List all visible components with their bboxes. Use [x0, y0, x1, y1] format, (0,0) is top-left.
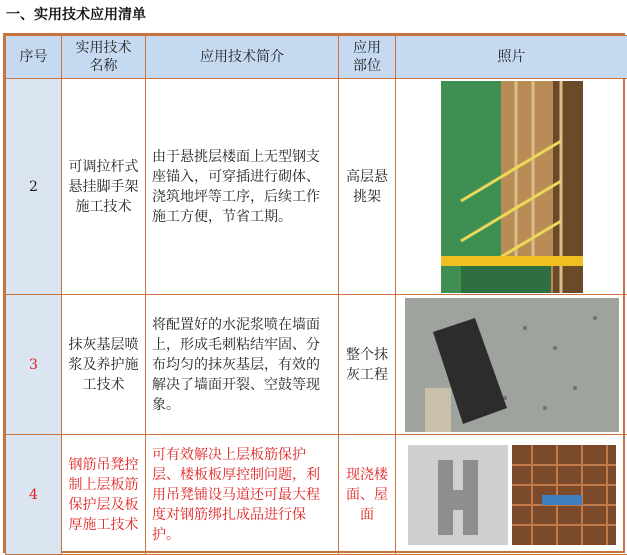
row-photo — [396, 435, 627, 555]
row-desc: 将配置好的水泥浆喷在墙面上，形成毛刺粘结牢固、分布均匀的抹灰基层，有效的解决了墙面开裂、空鼓等现象。 — [146, 295, 339, 435]
rebar-stool-photo — [408, 445, 508, 545]
row-pos: 整个抹灰工程 — [339, 295, 396, 435]
row-name: 钢筋吊凳控制上层板筋保护层及板厚施工技术 — [62, 435, 146, 555]
col-header-name: 实用技术名称 — [62, 36, 146, 79]
row-seq: 2 — [6, 79, 62, 295]
row-photo — [396, 295, 627, 435]
table-row — [6, 79, 627, 295]
col-header-photo: 照片 — [396, 36, 627, 79]
rebar-photos — [396, 445, 627, 545]
row-seq: 4 — [6, 435, 62, 555]
row-name: 抹灰基层喷浆及养护施工技术 — [62, 295, 146, 435]
row-pos: 高层悬挑架 — [339, 79, 396, 295]
col-header-desc: 应用技术简介 — [146, 36, 339, 79]
col-header-seq: 序号 — [6, 36, 62, 79]
row-seq: 3 — [6, 295, 62, 435]
table-header-row — [6, 36, 627, 79]
rebar-mesh-photo — [512, 445, 616, 545]
row-photo — [396, 79, 627, 295]
col-header-pos: 应用部位 — [339, 36, 396, 79]
row-desc: 可有效解决上层板筋保护层、楼板板厚控制问题，利用吊凳铺设马道还可最大程度对钢筋绑扎成品进行保护。 — [146, 435, 339, 555]
row-desc: 由于悬挑层楼面上无型钢支座锚入，可穿插进行砌体、浇筑地坪等工序，后续工作施工方便，节省工期。 — [146, 79, 339, 295]
section-heading: 一、实用技术应用清单 — [6, 4, 146, 24]
plaster-spray-photo — [405, 298, 619, 432]
technology-table — [3, 33, 625, 553]
row-name: 可调拉杆式悬挂脚手架施工技术 — [62, 79, 146, 295]
table-row — [6, 295, 627, 435]
row-pos: 现浇楼面、屋面 — [339, 435, 396, 555]
table-row — [6, 435, 627, 555]
scaffold-photo — [441, 81, 583, 293]
